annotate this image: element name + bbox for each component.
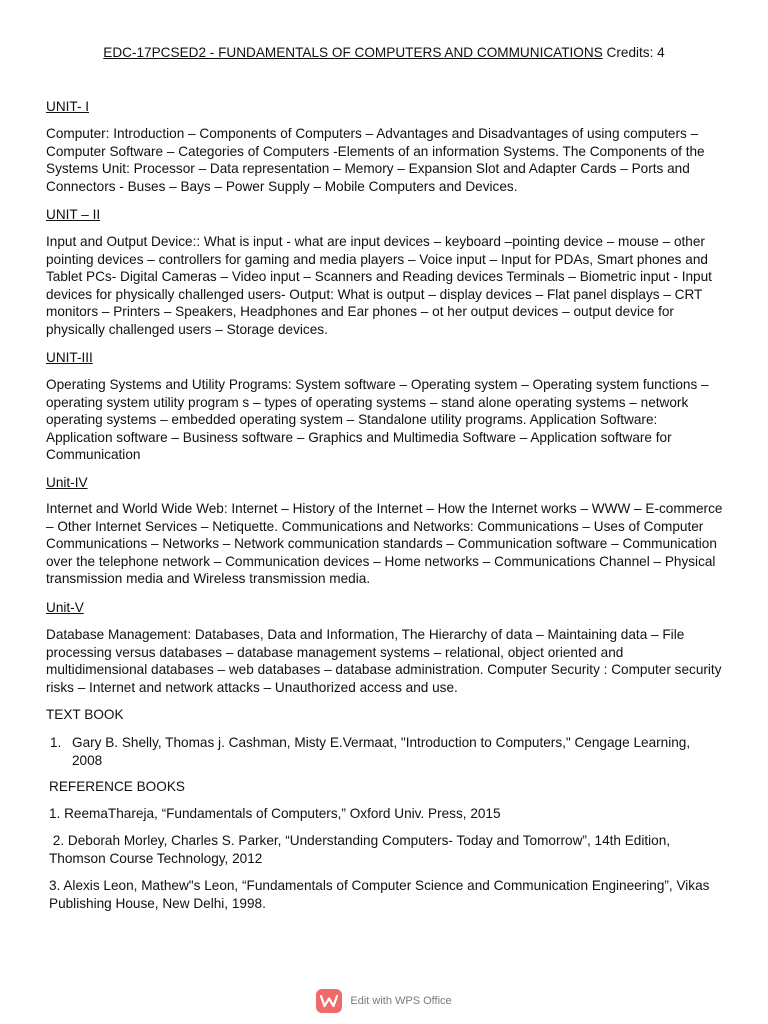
unit-1-heading: UNIT- I <box>46 99 90 114</box>
course-title <box>0 44 768 62</box>
unit-4-body: Internet and World Wide Web: Internet – History of the Internet – How the Internet works – WWW – E-commerce – Other Internet Services – Netiquette. Communications and Networks: Communications – Uses of Computer Communications – Networks – Network communication standards – Communication software – Communication over the telephone network – Communication devices – Home networks – Communications Channel – Physical transmission media and Wireless transmission media. <box>46 501 723 587</box>
wps-edit-label[interactable]: Edit with WPS Office <box>350 995 452 1007</box>
unit-2-body: Input and Output Device:: What is input - what are input devices – keyboard –pointing device – mouse – other pointing devices – controllers for gaming and media players – Voice input – Input for PDAs, Smart phones and Tablet PCs- Digital Cameras – Video input – Scanners and Reading devices Terminals – Biometric input - Input devices for physically challenged users- Output: What is output – display devices – Flat panel displays – CRT monitors – Printers – Speakers, Headphones and Ear phones – ot her output devices – output device for physically challenged users – Storage devices. <box>46 234 712 337</box>
reference-book-item: 3. Alexis Leon, Mathew"s Leon, “Fundamentals of Computer Science and Communication Engineering”, Vikas Publishing House, New Delhi, 1998. <box>49 878 710 911</box>
text-book-heading: TEXT BOOK <box>46 707 124 722</box>
unit-1-body: Computer: Introduction – Components of Computers – Advantages and Disadvantages of using computers – Computer Software – Categories of Computers -Elements of an information Systems. The Components of the Systems Unit: Processor – Data representation – Memory – Expansion Slot and Adapter Cards – Ports and Connectors - Buses – Bays – Power Supply – Mobile Computers and Devices. <box>46 126 705 194</box>
reference-book-item: 1. ReemaThareja, “Fundamentals of Computers,” Oxford Univ. Press, 2015 <box>49 806 501 821</box>
wps-logo-icon <box>316 989 342 1013</box>
course-code: EDC-17PCSED2 - FUNDAMENTALS OF COMPUTERS AND COMMUNICATIONS <box>103 45 603 60</box>
text-book-item: Gary B. Shelly, Thomas j. Cashman, Misty E.Vermaat, "Introduction to Computers," Cengage Learning, 2008 <box>72 735 691 768</box>
unit-5-heading: Unit-V <box>46 600 84 615</box>
text-book-item-number: 1. <box>50 735 62 750</box>
unit-2-heading: UNIT – II <box>46 207 101 222</box>
unit-4-heading: Unit-IV <box>46 475 88 490</box>
reference-book-item: 2. Deborah Morley, Charles S. Parker, “Understanding Computers- Today and Tomorrow”, 14th Edition, Thomson Course Technology, 2012 <box>49 833 674 866</box>
unit-5-body: Database Management: Databases, Data and Information, The Hierarchy of data – Maintaining data – File processing versus databases – database management systems – relational, object oriented and multidimensional databases – web databases – database administration. Computer Security : Computer security risks – Internet and network attacks – Unauthorized access and use. <box>46 627 722 695</box>
wps-office-footer[interactable] <box>0 988 768 1014</box>
unit-3-body: Operating Systems and Utility Programs: System software – Operating system – Operating system functions – operating system utility program s – types of operating systems – stand alone operating systems – network operating systems – embedded operating system – Standalone utility programs. Application Software: Application software – Business software – Graphics and Multimedia Software – Application software for Communication <box>46 377 709 463</box>
reference-books-heading: REFERENCE BOOKS <box>49 779 185 794</box>
course-credits: Credits: 4 <box>602 45 665 60</box>
wps-w-glyph-icon <box>320 994 338 1008</box>
unit-3-heading: UNIT-III <box>46 350 93 365</box>
